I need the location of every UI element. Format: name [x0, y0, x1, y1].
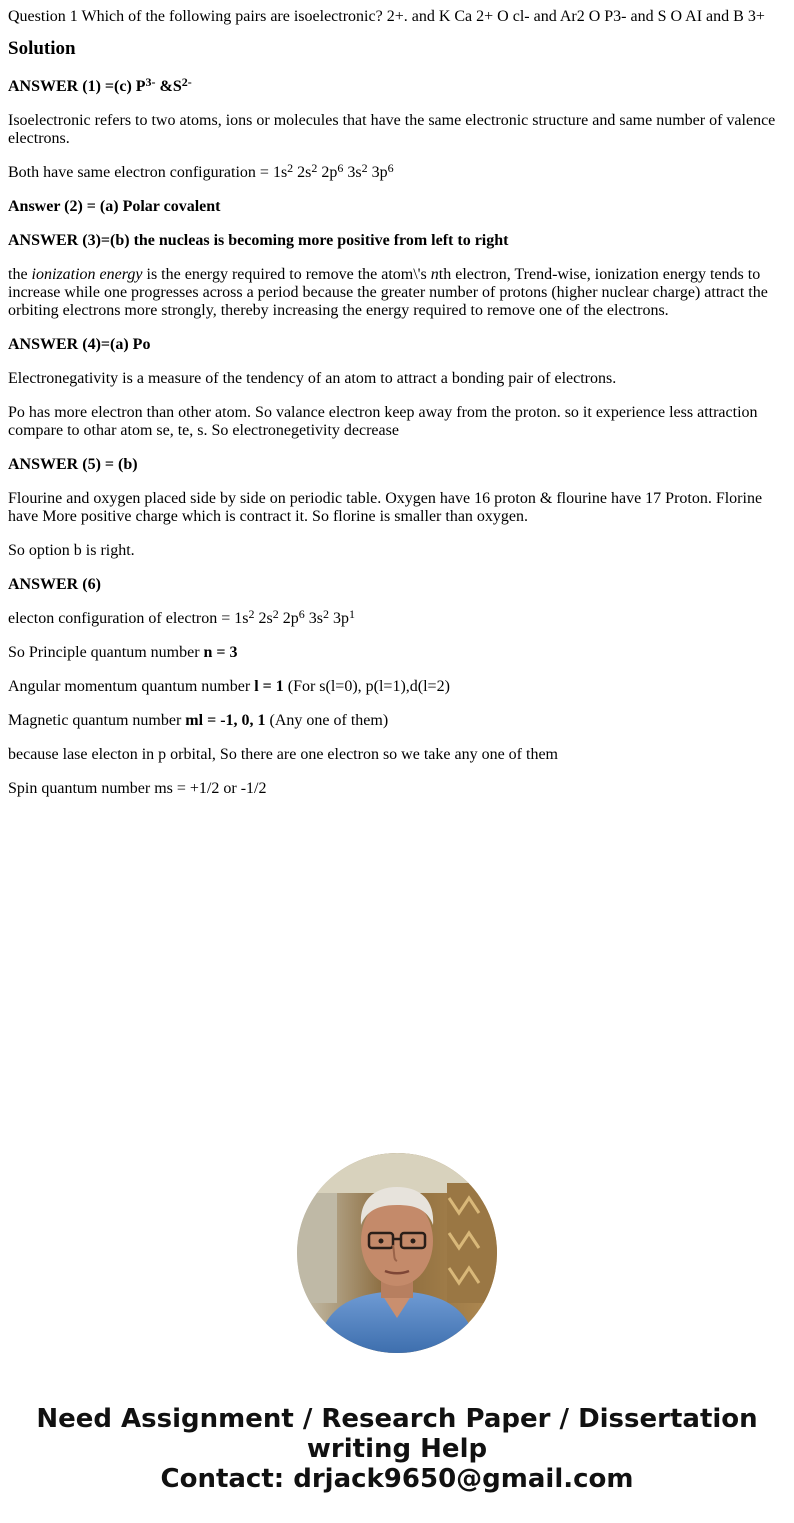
- answer-1: ANSWER (1) =(c) $P^{3-}$ $\&S^{2-}$: [8, 75, 192, 95]
- principal-quantum-number: So Principle quantum number n = 3: [8, 644, 238, 661]
- answer-3: ANSWER (3)=(b) the nucleas is becoming more positive from left to right: [8, 232, 509, 249]
- author-avatar: [297, 1153, 497, 1353]
- option-b-conclusion: So option b is right.: [8, 542, 135, 559]
- contact-banner-line-2: writing Help: [306, 1434, 488, 1464]
- solution-heading: Solution: [8, 38, 76, 59]
- answer-6: ANSWER (6): [8, 576, 101, 593]
- angular-momentum-quantum-number: Angular momentum quantum number l = 1 (For s(l=0), p(l=1),d(l=2): [8, 678, 450, 695]
- question-text: Question 1 Which of the following pairs are isoelectronic? 2+. and K Ca 2+ O cl- and Ar2 O P3- and S O AI and B 3+: [8, 8, 765, 25]
- electron-configuration-1: Both have same electron configuration = $1s^2$ $2s^2$ $2p^6$ $3s^2$ $3p^6$: [8, 161, 394, 181]
- isoelectronic-definition: Isoelectronic refers to two atoms, ions or molecules that have the same electronic structure and same number of valence electrons.: [8, 112, 776, 147]
- p-orbital-explanation: because lase electon in p orbital, So there are one electron so we take any one of them: [8, 746, 558, 763]
- electron-configuration-2: electon configuration of electron = $1s^2$ $2s^2$ $2p^6$ $3s^2$ $3p^1$: [8, 607, 355, 627]
- contact-email: Contact: drjack9650@gmail.com: [160, 1464, 634, 1494]
- electronegativity-definition: Electronegativity is a measure of the tendency of an atom to attract a bonding pair of electrons.: [8, 370, 617, 387]
- answer-5: ANSWER (5) = (b): [8, 456, 138, 473]
- contact-banner: [0, 1404, 794, 1494]
- po-explanation: Po has more electron than other atom. So valance electron keep away from the proton. so it experience less attraction compare to othar atom se, te, s. So electronegetivity decrease: [8, 404, 758, 439]
- ionization-energy-explanation: the ionization energy is the energy required to remove the atom\'s nth electron, Trend-wise, ionization energy tends to increase while one progresses across a period because the greater number of protons (higher nuclear charge) attract the orbiting electrons more strongly, thereby increasing the energy required to remove one of the electrons.: [8, 266, 768, 319]
- answer-2: Answer (2) = (a) Polar covalent: [8, 198, 221, 215]
- fluorine-explanation: Flourine and oxygen placed side by side on periodic table. Oxygen have 16 proton & flourine have 17 Proton. Florine have More positive charge which is contract it. So florine is smaller than oxygen.: [8, 490, 763, 525]
- contact-banner-line-1: Need Assignment / Research Paper / Dissertation: [36, 1404, 758, 1434]
- solution-document: [8, 8, 786, 814]
- magnetic-quantum-number: Magnetic quantum number ml = -1, 0, 1 (Any one of them): [8, 712, 389, 729]
- answer-4: ANSWER (4)=(a) Po: [8, 336, 151, 353]
- author-portrait-image: [297, 1153, 497, 1353]
- spin-quantum-number: Spin quantum number ms = +1/2 or -1/2: [8, 780, 267, 797]
